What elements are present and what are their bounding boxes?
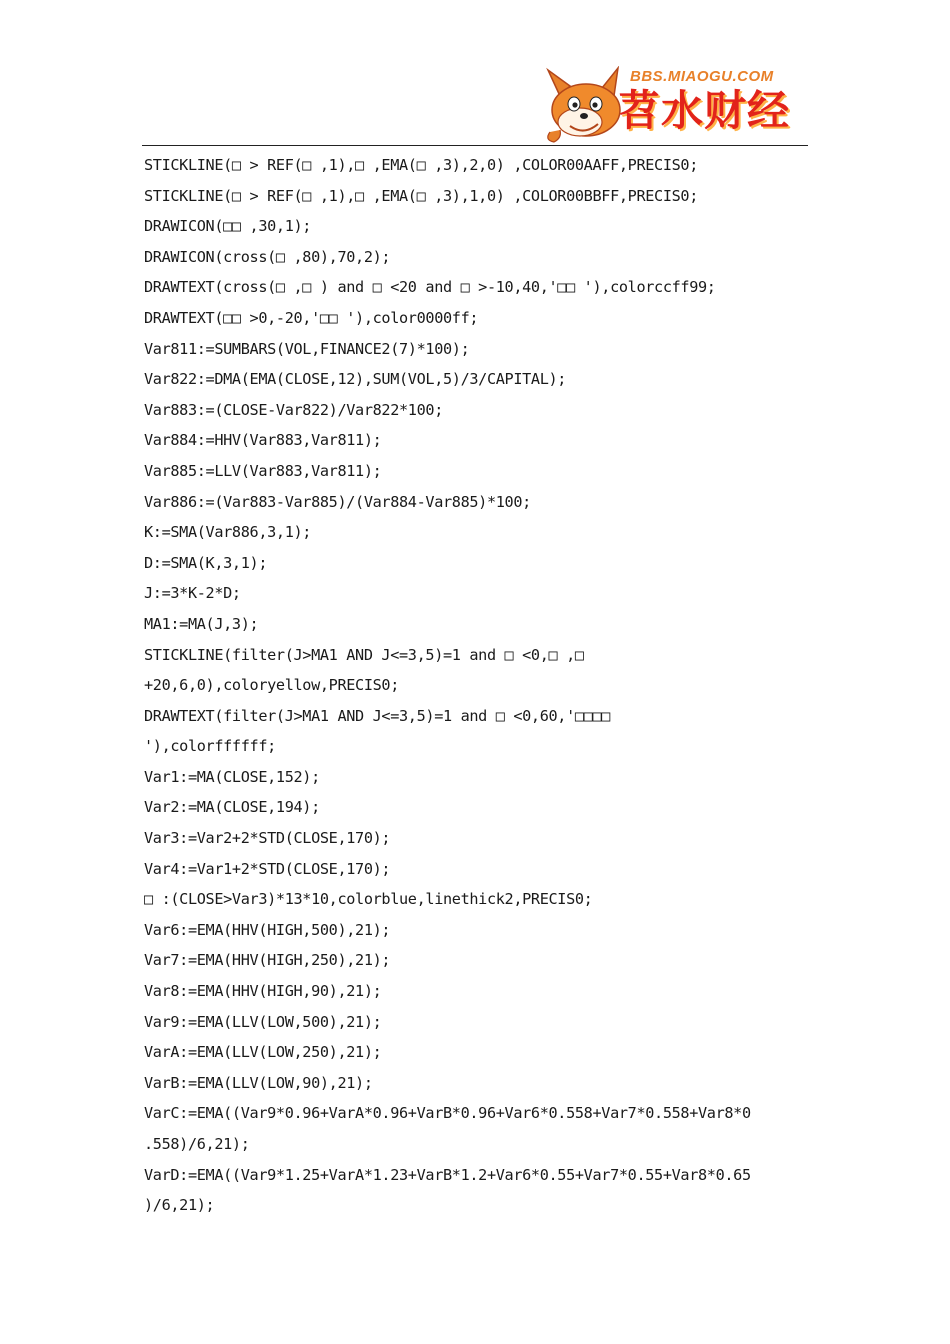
site-logo[interactable] — [540, 62, 805, 144]
fox-mascot-icon — [540, 66, 630, 144]
code-line: MA1:=MA(J,3); — [144, 614, 259, 633]
code-line: Var1:=MA(CLOSE,152); — [144, 767, 320, 786]
code-line: DRAWTEXT(cross(□ ,□ ) and □ <20 and □ >-10,40,'□□ '),colorccff99; — [144, 278, 716, 297]
code-line: +20,6,0),coloryellow,PRECIS0; — [144, 676, 400, 695]
logo-name-text: 苕水财经 — [618, 86, 791, 135]
code-line: J:=3*K-2*D; — [144, 584, 241, 603]
code-line: Var822:=DMA(EMA(CLOSE,12),SUM(VOL,5)/3/CAPITAL); — [144, 370, 567, 389]
code-line: VarC:=EMA((Var9*0.96+VarA*0.96+VarB*0.96+Var6*0.558+Var7*0.558+Var8*0 — [144, 1104, 751, 1123]
code-line: □ :(CLOSE>Var3)*13*10,colorblue,linethick2,PRECIS0; — [144, 890, 593, 909]
logo-url-text: BBS.MIAOGU.COM — [630, 68, 774, 85]
code-line: Var811:=SUMBARS(VOL,FINANCE2(7)*100); — [144, 339, 470, 358]
code-line: VarA:=EMA(LLV(LOW,250),21); — [144, 1043, 382, 1062]
code-line: VarB:=EMA(LLV(LOW,90),21); — [144, 1073, 373, 1092]
code-line: Var9:=EMA(LLV(LOW,500),21); — [144, 1012, 382, 1031]
code-line: VarD:=EMA((Var9*1.25+VarA*1.23+VarB*1.2+Var6*0.55+Var7*0.55+Var8*0.65 — [144, 1165, 751, 1184]
code-line: DRAWICON(cross(□ ,80),70,2); — [144, 247, 391, 266]
code-line: Var883:=(CLOSE-Var822)/Var822*100; — [144, 400, 443, 419]
code-line: STICKLINE(□ > REF(□ ,1),□ ,EMA(□ ,3),2,0) ,COLOR00AAFF,PRECIS0; — [144, 156, 699, 174]
code-line: Var4:=Var1+2*STD(CLOSE,170); — [144, 859, 391, 878]
code-line: STICKLINE(□ > REF(□ ,1),□ ,EMA(□ ,3),1,0) ,COLOR00BBFF,PRECIS0; — [144, 186, 699, 205]
code-line: DRAWICON(□□ ,30,1); — [144, 217, 312, 236]
code-line: DRAWTEXT(□□ >0,-20,'□□ '),color0000ff; — [144, 308, 479, 327]
code-line: Var885:=LLV(Var883,Var811); — [144, 461, 382, 480]
code-line: STICKLINE(filter(J>MA1 AND J<=3,5)=1 and □ <0,□ ,□ — [144, 645, 584, 664]
code-line: Var3:=Var2+2*STD(CLOSE,170); — [144, 829, 391, 848]
page-header — [0, 0, 950, 150]
code-line: DRAWTEXT(filter(J>MA1 AND J<=3,5)=1 and □ <0,60,'□□□□ — [144, 706, 611, 725]
code-line: Var8:=EMA(HHV(HIGH,90),21); — [144, 982, 382, 1001]
code-line: Var884:=HHV(Var883,Var811); — [144, 431, 382, 450]
code-line: Var886:=(Var883-Var885)/(Var884-Var885)*100; — [144, 492, 531, 511]
formula-code-block — [144, 150, 810, 1221]
code-line: '),colorffffff; — [144, 737, 276, 756]
code-line: Var2:=MA(CLOSE,194); — [144, 798, 320, 817]
header-divider — [142, 145, 808, 146]
code-line: )/6,21); — [144, 1196, 215, 1215]
code-line: K:=SMA(Var886,3,1); — [144, 523, 312, 542]
code-line: .558)/6,21); — [144, 1135, 250, 1153]
code-line: Var7:=EMA(HHV(HIGH,250),21); — [144, 951, 391, 970]
code-line: Var6:=EMA(HHV(HIGH,500),21); — [144, 920, 391, 939]
code-line: D:=SMA(K,3,1); — [144, 553, 268, 572]
